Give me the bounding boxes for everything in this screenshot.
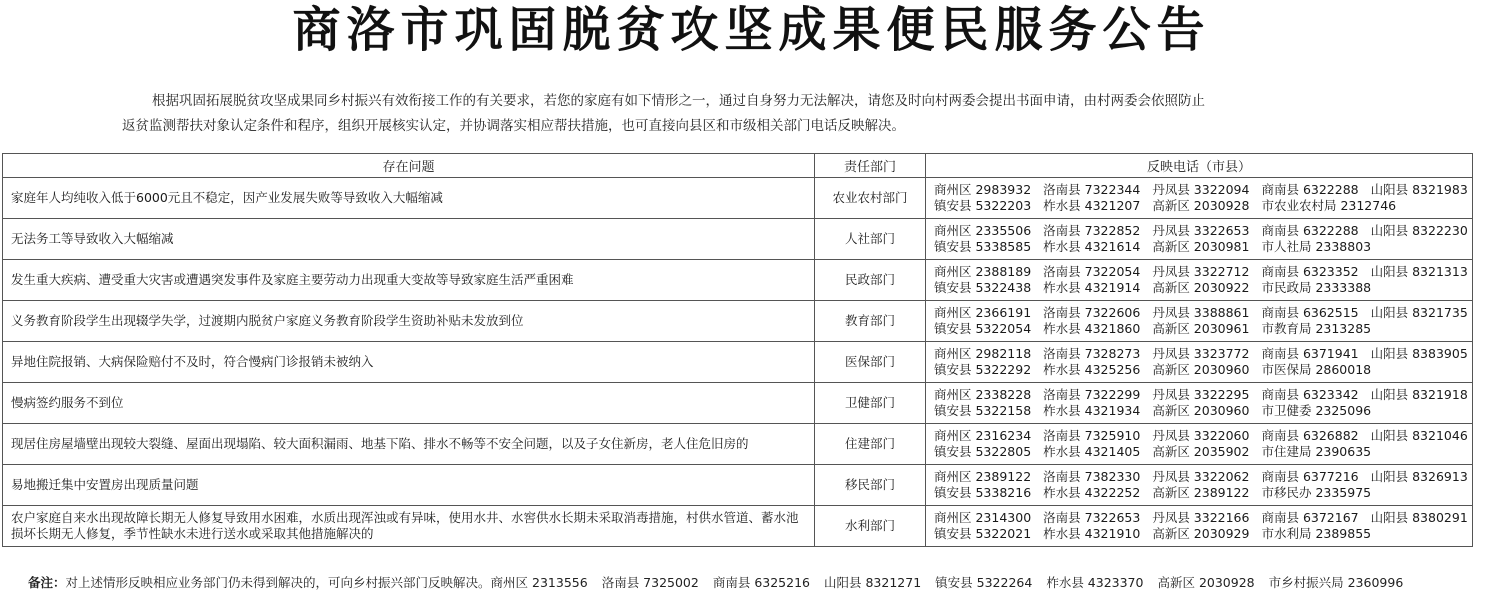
phone-entry: 市移民办 2335975 (1261, 485, 1372, 500)
phone-entry: 丹凤县 3322295 (1152, 386, 1250, 402)
issue-cell: 现居住房屋墙壁出现较大裂缝、屋面出现塌陷、较大面积漏雨、地基下陷、排水不畅等不安全问题，以及子女住新房，老人住危旧房的 (3, 424, 815, 465)
phone-line (934, 526, 1464, 543)
intro-line-2: 返贫监测帮扶对象认定条件和程序，组织开展核实认定，并协调落实相应帮扶措施，也可直接向县区和市级相关部门电话反映解决。 (122, 118, 905, 134)
phone-entry: 高新区 2030960 (1152, 362, 1250, 377)
phone-entry: 山阳县 8322230 (1370, 222, 1468, 238)
phone-entry: 丹凤县 3388861 (1152, 304, 1250, 320)
footnote-phone: 柞水县 4323370 (1046, 575, 1144, 590)
intro-paragraph (122, 89, 1362, 139)
phone-entry: 洛南县 7328273 (1043, 345, 1141, 361)
phone-entry: 市教育局 2313285 (1261, 321, 1372, 336)
phone-line (934, 386, 1468, 404)
phone-entry: 山阳县 8380291 (1370, 509, 1468, 525)
footnote-phone: 镇安县 5322264 (935, 575, 1033, 590)
table-row (3, 383, 1473, 424)
phone-entry: 高新区 2030961 (1152, 321, 1250, 336)
phone-entry: 洛南县 7325910 (1043, 427, 1141, 443)
phone-line (934, 263, 1468, 281)
table-row (3, 260, 1473, 301)
footnote-text: 对上述情形反映相应业务部门仍未得到解决的，可向乡村振兴部门反映解决。 (65, 575, 491, 590)
phone-entry: 镇安县 5322805 (934, 444, 1032, 459)
table-row (3, 424, 1473, 465)
issue-cell: 发生重大疾病、遭受重大灾害或遭遇突发事件及家庭主要劳动力出现重大变故等导致家庭生活严重困难 (3, 260, 815, 301)
footnote-label: 备注： (28, 575, 66, 590)
footnote-phone: 商州区 2313556 (490, 575, 588, 590)
footnote-phone: 商南县 6325216 (712, 575, 810, 590)
department-cell: 移民部门 (815, 465, 926, 506)
phone-entry: 柞水县 4325256 (1043, 362, 1141, 377)
table-row (3, 506, 1473, 547)
phone-entry: 洛南县 7322606 (1043, 304, 1141, 320)
phone-entry: 市住建局 2390635 (1261, 444, 1372, 459)
phone-line (934, 321, 1464, 338)
phone-entry: 镇安县 5322438 (934, 280, 1032, 295)
phone-entry: 商南县 6323352 (1261, 263, 1359, 279)
phone-cell (926, 178, 1473, 219)
phone-entry: 商南县 6372167 (1261, 509, 1359, 525)
department-cell: 卫健部门 (815, 383, 926, 424)
footnote-phone: 洛南县 7325002 (601, 575, 699, 590)
phone-entry: 柞水县 4321405 (1043, 444, 1141, 459)
phone-entry: 市民政局 2333388 (1261, 280, 1372, 295)
phone-entry: 洛南县 7322852 (1043, 222, 1141, 238)
header-issue: 存在问题 (3, 154, 815, 178)
phone-entry: 高新区 2035902 (1152, 444, 1250, 459)
phone-entry: 商州区 2983932 (934, 181, 1032, 197)
phone-line (934, 280, 1464, 297)
phone-cell (926, 260, 1473, 301)
phone-entry: 商州区 2366191 (934, 304, 1032, 320)
phone-entry: 高新区 2389122 (1152, 485, 1250, 500)
phone-line (934, 509, 1468, 527)
department-cell: 人社部门 (815, 219, 926, 260)
notice-title: 商洛市巩固脱贫攻坚成果便民服务公告 (292, 2, 1211, 58)
phone-entry: 商州区 2316234 (934, 427, 1032, 443)
phone-entry: 商南县 6371941 (1261, 345, 1359, 361)
phone-entry: 柞水县 4321910 (1043, 526, 1141, 541)
phone-entry: 镇安县 5322021 (934, 526, 1032, 541)
phone-entry: 丹凤县 3322653 (1152, 222, 1250, 238)
phone-entry: 镇安县 5338585 (934, 239, 1032, 254)
phone-entry: 高新区 2030929 (1152, 526, 1250, 541)
intro-line-1: 根据巩固拓展脱贫攻坚成果同乡村振兴有效衔接工作的有关要求，若您的家庭有如下情形之一，通过自身努力无法解决，请您及时向村两委会提出书面申请，由村两委会依照防止 (152, 93, 1205, 109)
phone-entry: 山阳县 8321046 (1370, 427, 1468, 443)
phone-entry: 洛南县 7322344 (1043, 181, 1141, 197)
phone-entry: 柞水县 4321860 (1043, 321, 1141, 336)
department-cell: 农业农村部门 (815, 178, 926, 219)
phone-entry: 洛南县 7322299 (1043, 386, 1141, 402)
issue-cell: 家庭年人均纯收入低于6000元且不稳定，因产业发展失败等导致收入大幅缩减 (3, 178, 815, 219)
phone-entry: 镇安县 5322292 (934, 362, 1032, 377)
department-cell: 住建部门 (815, 424, 926, 465)
phone-entry: 丹凤县 3322712 (1152, 263, 1250, 279)
phone-entry: 山阳县 8321983 (1370, 181, 1468, 197)
phone-entry: 丹凤县 3323772 (1152, 345, 1250, 361)
footnote-phones (491, 575, 1404, 590)
phone-entry: 丹凤县 3322062 (1152, 468, 1250, 484)
table-row (3, 219, 1473, 260)
phone-cell (926, 219, 1473, 260)
phone-cell (926, 424, 1473, 465)
department-cell: 医保部门 (815, 342, 926, 383)
phone-entry: 洛南县 7382330 (1043, 468, 1141, 484)
phone-entry: 山阳县 8321735 (1370, 304, 1468, 320)
phone-entry: 高新区 2030960 (1152, 403, 1250, 418)
phone-entry: 商州区 2388189 (934, 263, 1032, 279)
issue-cell: 农户家庭自来水出现故障长期无人修复导致用水困难，水质出现浑浊或有异味，使用水井、水窖供水长期未采取消毒措施，村供水管道、蓄水池损坏长期无人修复，季节性缺水未进行送水或采取其他措施解决的 (3, 506, 815, 547)
phone-entry: 商州区 2389122 (934, 468, 1032, 484)
phone-line (934, 304, 1468, 322)
phone-entry: 镇安县 5322158 (934, 403, 1032, 418)
phone-entry: 商南县 6326882 (1261, 427, 1359, 443)
phone-cell (926, 301, 1473, 342)
phone-entry: 山阳县 8321918 (1370, 386, 1468, 402)
phone-entry: 丹凤县 3322094 (1152, 181, 1250, 197)
phone-line (934, 362, 1464, 379)
table-row (3, 342, 1473, 383)
phone-line (934, 198, 1464, 215)
header-department: 责任部门 (815, 154, 926, 178)
phone-cell (926, 465, 1473, 506)
phone-entry: 市人社局 2338803 (1261, 239, 1372, 254)
phone-line (934, 181, 1468, 199)
phone-line (934, 345, 1468, 363)
issue-cell: 义务教育阶段学生出现辍学失学，过渡期内脱贫户家庭义务教育阶段学生资助补贴未发放到位 (3, 301, 815, 342)
phone-entry: 洛南县 7322653 (1043, 509, 1141, 525)
phone-entry: 高新区 2030922 (1152, 280, 1250, 295)
phone-entry: 山阳县 8326913 (1370, 468, 1468, 484)
phone-entry: 柞水县 4322252 (1043, 485, 1141, 500)
table-row (3, 465, 1473, 506)
phone-entry: 镇安县 5338216 (934, 485, 1032, 500)
phone-entry: 柞水县 4321934 (1043, 403, 1141, 418)
phone-entry: 商南县 6377216 (1261, 468, 1359, 484)
phone-entry: 柞水县 4321207 (1043, 198, 1141, 213)
phone-entry: 市水利局 2389855 (1261, 526, 1372, 541)
table-row (3, 178, 1473, 219)
phone-entry: 商州区 2314300 (934, 509, 1032, 525)
phone-line (934, 239, 1464, 256)
contact-table (2, 153, 1473, 547)
table-body (3, 178, 1473, 547)
phone-line (934, 485, 1464, 502)
footnote-phone: 高新区 2030928 (1157, 575, 1255, 590)
phone-line (934, 403, 1464, 420)
header-phone: 反映电话（市县） (926, 154, 1473, 178)
phone-entry: 市卫健委 2325096 (1261, 403, 1372, 418)
department-cell: 教育部门 (815, 301, 926, 342)
phone-entry: 商州区 2338228 (934, 386, 1032, 402)
phone-cell (926, 506, 1473, 547)
phone-entry: 柞水县 4321614 (1043, 239, 1141, 254)
phone-entry: 商南县 6362515 (1261, 304, 1359, 320)
phone-cell (926, 383, 1473, 424)
phone-entry: 丹凤县 3322166 (1152, 509, 1250, 525)
table-header-row (3, 154, 1473, 178)
phone-entry: 山阳县 8383905 (1370, 345, 1468, 361)
phone-line (934, 427, 1468, 445)
phone-entry: 商南县 6323342 (1261, 386, 1359, 402)
phone-entry: 商州区 2982118 (934, 345, 1032, 361)
issue-cell: 慢病签约服务不到位 (3, 383, 815, 424)
phone-entry: 镇安县 5322203 (934, 198, 1032, 213)
issue-cell: 异地住院报销、大病保险赔付不及时，符合慢病门诊报销未被纳入 (3, 342, 815, 383)
phone-entry: 商州区 2335506 (934, 222, 1032, 238)
phone-entry: 市农业农村局 2312746 (1261, 198, 1397, 213)
phone-line (934, 222, 1468, 240)
phone-entry: 柞水县 4321914 (1043, 280, 1141, 295)
phone-entry: 商南县 6322288 (1261, 181, 1359, 197)
department-cell: 水利部门 (815, 506, 926, 547)
footnote-phone: 市乡村振兴局 2360996 (1268, 575, 1404, 590)
phone-cell (926, 342, 1473, 383)
phone-line (934, 468, 1468, 486)
phone-entry: 高新区 2030928 (1152, 198, 1250, 213)
phone-line (934, 444, 1464, 461)
table-row (3, 301, 1473, 342)
footnote (28, 573, 1403, 591)
phone-entry: 丹凤县 3322060 (1152, 427, 1250, 443)
issue-cell: 易地搬迁集中安置房出现质量问题 (3, 465, 815, 506)
phone-entry: 高新区 2030981 (1152, 239, 1250, 254)
phone-entry: 山阳县 8321313 (1370, 263, 1468, 279)
issue-cell: 无法务工等导致收入大幅缩减 (3, 219, 815, 260)
footnote-phone: 山阳县 8321271 (824, 575, 922, 590)
department-cell: 民政部门 (815, 260, 926, 301)
phone-entry: 市医保局 2860018 (1261, 362, 1372, 377)
phone-entry: 镇安县 5322054 (934, 321, 1032, 336)
phone-entry: 商南县 6322288 (1261, 222, 1359, 238)
phone-entry: 洛南县 7322054 (1043, 263, 1141, 279)
